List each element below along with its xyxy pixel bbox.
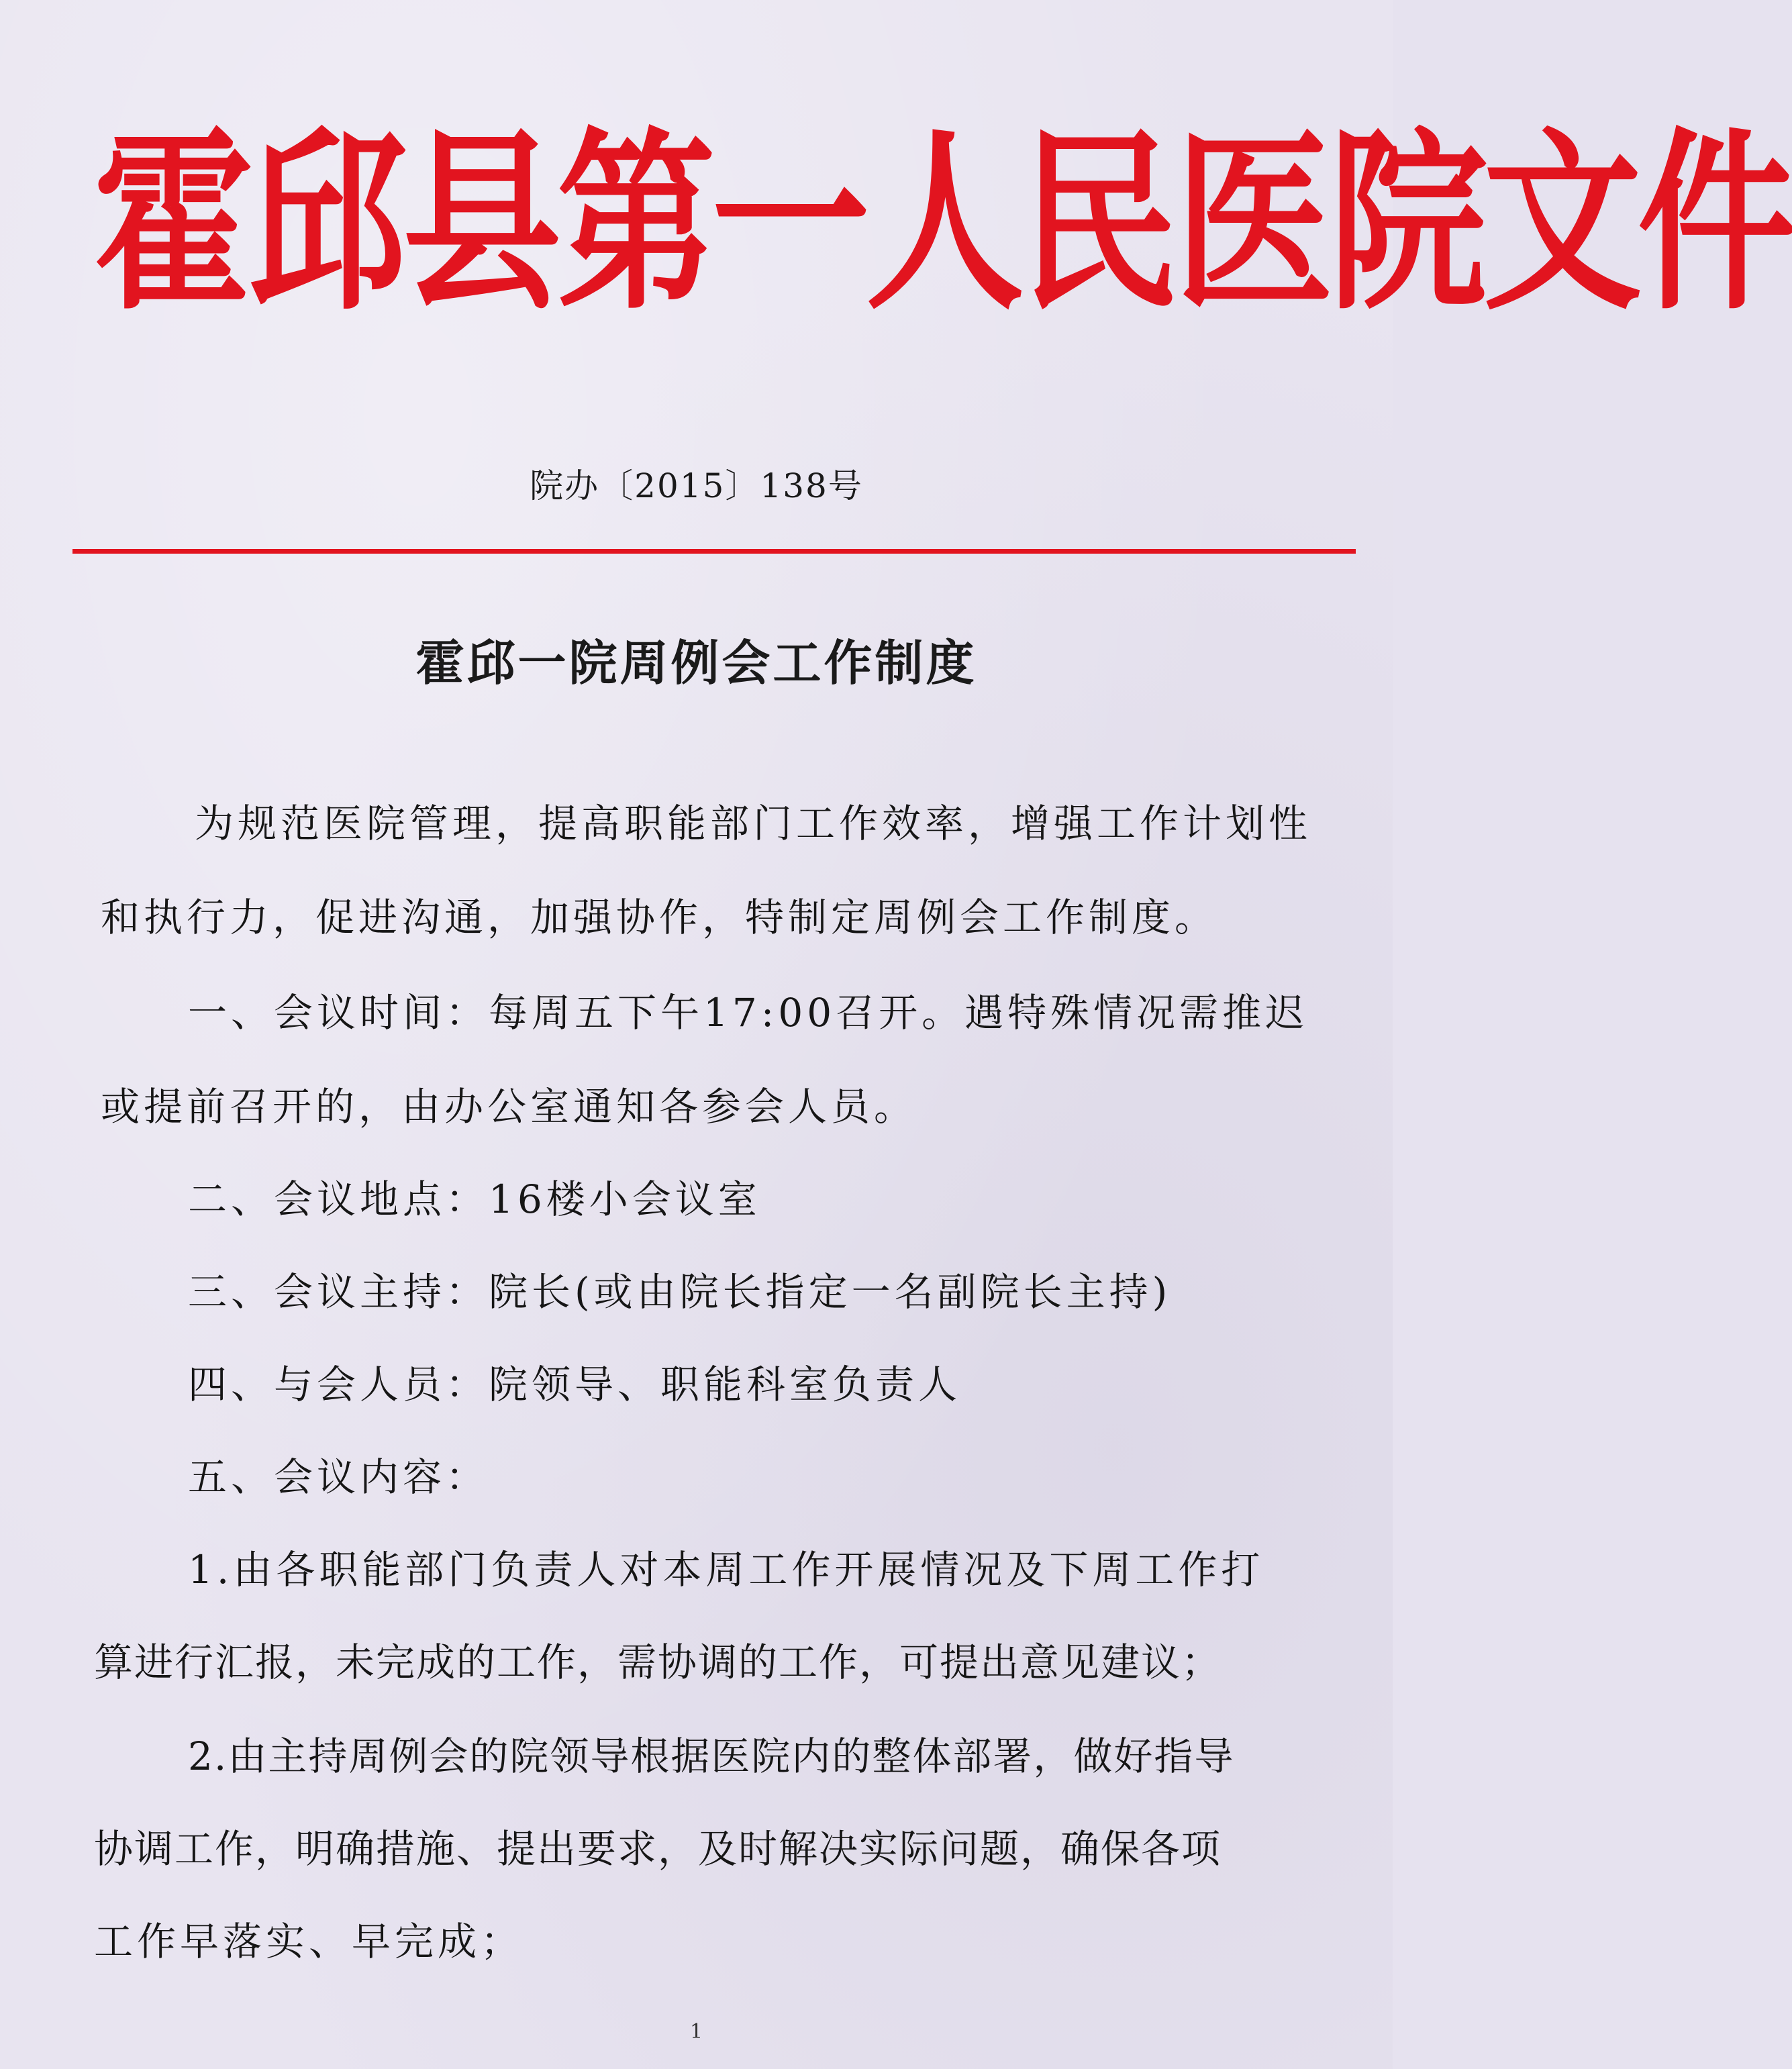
body-line: 三、会议主持：院长(或由院长指定一名副院长主持) (188, 1269, 1172, 1315)
document-title: 霍邱一院周例会工作制度 (415, 635, 977, 691)
body-line: 五、会议内容： (188, 1454, 489, 1500)
body-line: 和执行力，促进沟通，加强协作，特制定周例会工作制度。 (101, 895, 1218, 940)
letterhead-red-divider (72, 549, 1356, 554)
body-line: 四、与会人员：院领导、职能科室负责人 (188, 1362, 962, 1407)
body-line: 为规范医院管理，提高职能部门工作效率，增强工作计划性 (195, 801, 1312, 846)
body-line: 1.由各职能部门负责人对本周工作开展情况及下周工作打 (188, 1547, 1264, 1593)
body-line: 2.由主持周例会的院领导根据医院内的整体部署，做好指导 (188, 1733, 1235, 1779)
body-line: 二、会议地点：16楼小会议室 (188, 1176, 761, 1222)
body-line: 算进行汇报，未完成的工作，需协调的工作，可提出意见建议； (94, 1639, 1222, 1685)
body-line: 一、会议时间：每周五下午17:00召开。遇特殊情况需推迟 (188, 990, 1309, 1036)
document-number: 院办〔2015〕138号 (530, 466, 863, 505)
body-line: 或提前召开的，由办公室通知各参会人员。 (101, 1084, 917, 1129)
body-line: 协调工作，明确措施、提出要求，及时解决实际问题，确保各项 (94, 1826, 1222, 1872)
letterhead-title: 霍邱县第一人民医院文件 (94, 108, 1792, 336)
body-line: 工作早落实、早完成； (94, 1919, 524, 1964)
page-number: 1 (689, 2020, 703, 2043)
